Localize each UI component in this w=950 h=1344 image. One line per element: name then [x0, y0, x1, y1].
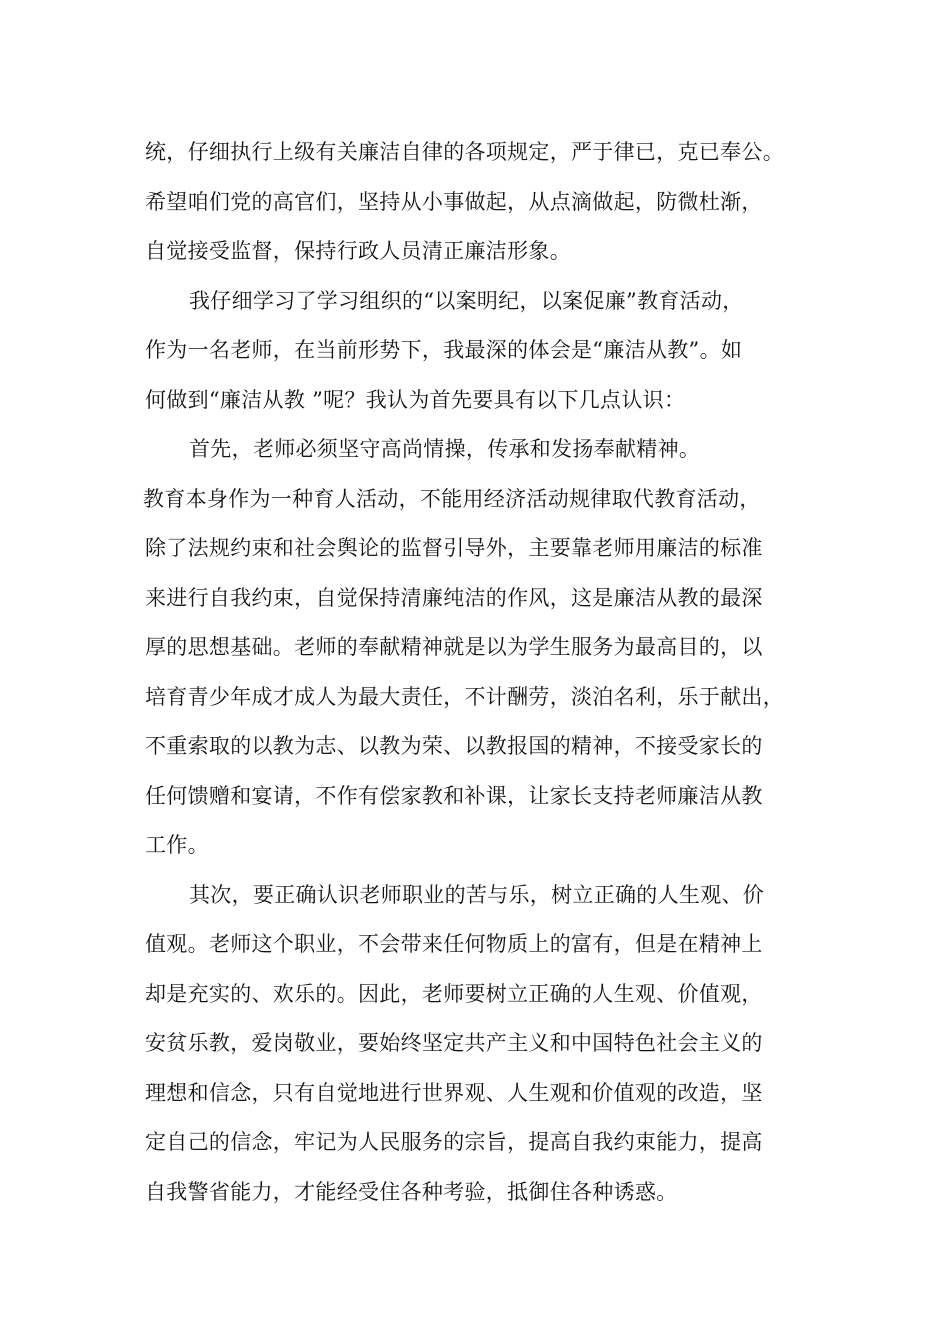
text-line: 除了法规约束和社会舆论的监督引导外，主要靠老师用廉洁的标准	[145, 536, 763, 560]
text-line: 却是充实的、欢乐的。因此，老师要树立正确的人生观、价值观，	[145, 981, 763, 1006]
text-line: 理想和信念，只有自觉地进行世界观、人生观和价值观的改造，坚	[145, 1080, 763, 1105]
paragraph-first-line: 其次，要正确认识老师职业的苦与乐，树立正确的人生观、价	[189, 882, 765, 907]
text-line: 值观。老师这个职业，不会带来任何物质上的富有，但是在精神上	[145, 932, 763, 956]
text-line: 何做到“廉洁从教 ”呢？我认为首先要具有以下几点认识：	[145, 387, 686, 412]
text-line: 统，仔细执行上级有关廉洁自律的各项规定，严于律已，克已奉公。	[145, 140, 784, 164]
text-line: 作为一名老师，在当前形势下，我最深的体会是“廉洁从教”。如	[145, 338, 743, 362]
text-line: 希望咱们党的高官们，坚持从小事做起，从点滴做起，防微杜渐，	[145, 189, 763, 214]
text-line: 教育本身作为一种育人活动，不能用经济活动规律取代教育活动，	[143, 486, 761, 511]
text-line: 来进行自我约束，自觉保持清廉纯洁的作风，这是廉洁从教的最深	[145, 585, 763, 610]
document-body	[145, 128, 845, 1217]
text-line: 定自己的信念，牢记为人民服务的宗旨，提高自我约束能力，提高	[145, 1130, 763, 1154]
paragraph-first-line: 我仔细学习了学习组织的“以案明纪，以案促廉”教育活动，	[189, 288, 744, 313]
text-line: 自觉接受监督，保持行政人员清正廉洁形象。	[145, 239, 571, 263]
text-line: 不重索取的以教为志、以教为荣、以教报国的精神，不接受家长的	[145, 734, 763, 758]
text-line: 培育青少年成才成人为最大责任，不计酬劳，淡泊名利，乐于献出，	[145, 684, 784, 709]
text-line: 厚的思想基础。老师的奉献精神就是以为学生服务为最高目的，以	[145, 635, 763, 659]
paragraph-first-line: 首先，老师必须坚守高尚情操，传承和发扬奉献精神。	[189, 437, 701, 461]
text-line: 工作。	[145, 833, 209, 857]
text-line: 安贫乐教，爱岗敬业，要始终坚定共产主义和中国特色社会主义的	[145, 1031, 763, 1055]
text-line: 自我警省能力，才能经受住各种考验，抵御住各种诱惑。	[145, 1179, 678, 1204]
text-line: 任何馈赠和宴请，不作有偿家教和补课，让家长支持老师廉洁从教	[145, 783, 763, 808]
